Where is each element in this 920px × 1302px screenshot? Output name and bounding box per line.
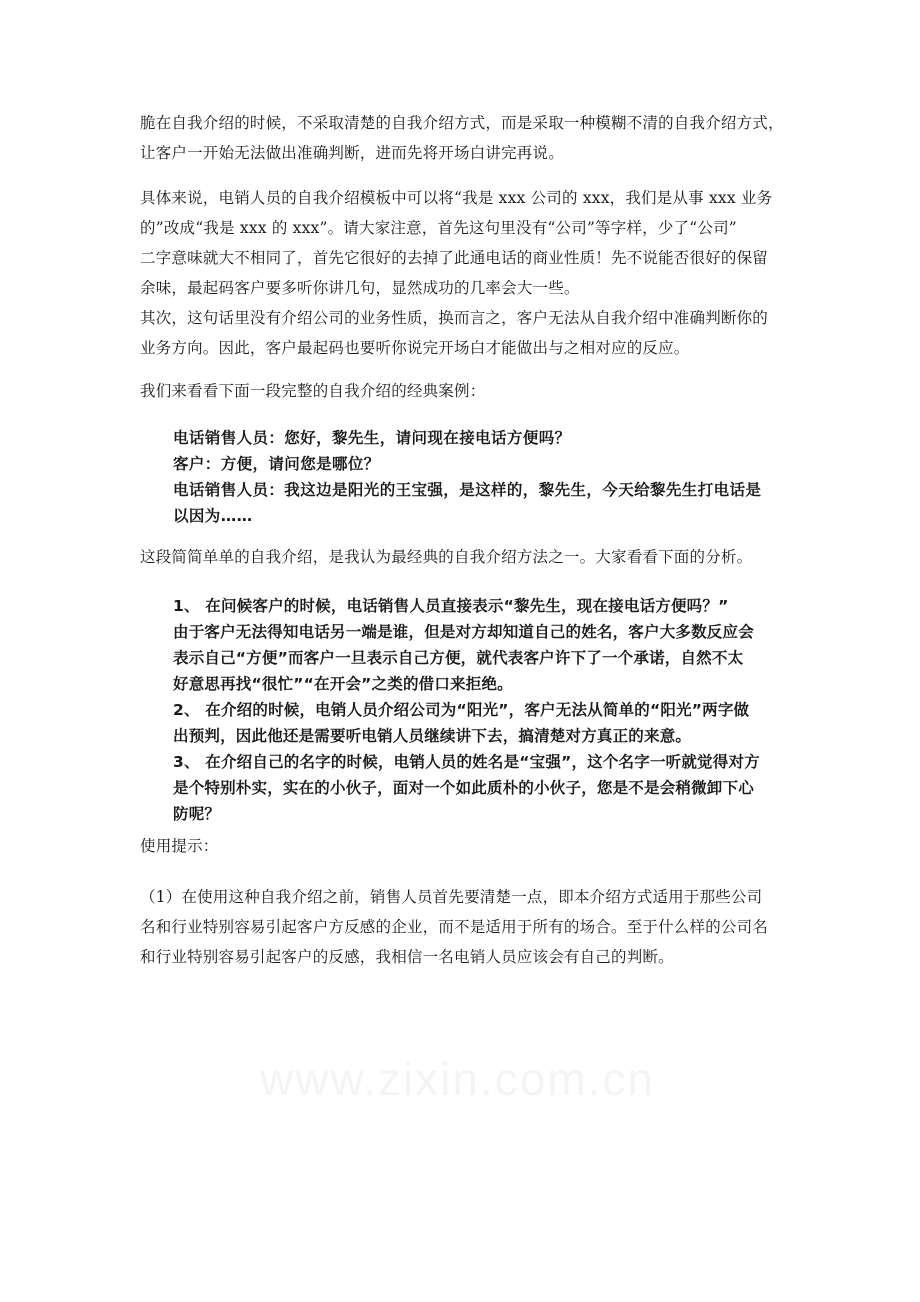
analysis-line: 好意思再找“很忙”“在开会”之类的借口来拒绝。 [173, 675, 513, 693]
text-line: 的”改成“我是 xxx 的 xxx”。请大家注意，首先这句里没有“公司”等字样，少了“公司” [140, 219, 737, 237]
analysis-line: 防呢？ [173, 805, 221, 823]
dialog-line: 客户：方便，请问您是哪位？ [173, 455, 380, 473]
paragraph-usage-tip-1 [140, 882, 784, 972]
analysis-line: 由于客户无法得知电话另一端是谁，但是对方却知道自己的姓名，客户大多数反应会 [173, 623, 754, 641]
text-line: 我们来看看下面一段完整的自我介绍的经典案例： [140, 382, 486, 400]
dialog-line: 以因为…… [173, 507, 253, 525]
text-line: 让客户一开始无法做出准确判断，进而先将开场白讲完再说。 [140, 144, 564, 162]
paragraph-business-nature [140, 303, 784, 363]
text-line: 这段简简单单的自我介绍，是我认为最经典的自我介绍方法之一。大家看看下面的分析。 [140, 548, 753, 566]
text-line: 使用提示： [140, 837, 219, 855]
text-line: 和行业特别容易引起客户的反感，我相信一名电销人员应该会有自己的判断。 [140, 948, 674, 966]
text-line: 脆在自我介绍的时候，不采取清楚的自我介绍方式，而是采取一种模糊不清的自我介绍方式， [140, 114, 784, 132]
paragraph-analysis-intro [140, 542, 784, 572]
analysis-line: 1、 在问候客户的时候，电话销售人员直接表示“黎先生，现在接电话方便吗？” [173, 597, 729, 615]
paragraph-intro [140, 108, 784, 168]
text-line: 二字意味就大不相同了，首先它很好的去掉了此通电话的商业性质！先不说能否很好的保留 [140, 249, 769, 267]
watermark: www.zixin.com.cn [260, 1053, 655, 1105]
text-line: 余味，最起码客户要多听你讲几句，显然成功的几率会大一些。 [140, 279, 580, 297]
text-line: 业务方向。因此，客户最起码也要听你说完开场白才能做出与之相对应的反应。 [140, 339, 690, 357]
analysis-list [173, 593, 785, 827]
dialog-line: 电话销售人员：您好，黎先生，请问现在接电话方便吗？ [173, 429, 571, 447]
paragraph-template-explanation [140, 183, 784, 303]
text-line: 具体来说，电销人员的自我介绍模板中可以将“我是 xxx 公司的 xxx，我们是从事 xxx 业务 [140, 189, 773, 207]
analysis-line: 是个特别朴实，实在的小伙子，面对一个如此质朴的小伙子，您是不是会稍微卸下心 [173, 779, 754, 797]
text-line: 其次，这句话里没有介绍公司的业务性质，换而言之，客户无法从自我介绍中准确判断你的 [140, 309, 769, 327]
analysis-line: 3、 在介绍自己的名字的时候，电销人员的姓名是“宝强”，这个名字一听就觉得对方 [173, 753, 760, 771]
paragraph-case-intro [140, 376, 784, 406]
paragraph-usage-tips-heading [140, 831, 784, 861]
dialog-example [173, 425, 785, 529]
analysis-line: 表示自己“方便”而客户一旦表示自己方便，就代表客户许下了一个承诺，自然不太 [173, 649, 744, 667]
text-line: 名和行业特别容易引起客户方反感的企业，而不是适用于所有的场合。至于什么样的公司名 [140, 918, 769, 936]
text-line: （1）在使用这种自我介绍之前，销售人员首先要清楚一点，即本介绍方式适用于那些公司 [140, 888, 763, 906]
analysis-line: 出预判，因此他还是需要听电销人员继续讲下去，搞清楚对方真正的来意。 [173, 727, 692, 745]
analysis-line: 2、 在介绍的时候，电销人员介绍公司为“阳光”，客户无法从简单的“阳光”两字做 [173, 701, 750, 719]
dialog-line: 电话销售人员：我这边是阳光的王宝强，是这样的，黎先生，今天给黎先生打电话是 [173, 481, 762, 499]
